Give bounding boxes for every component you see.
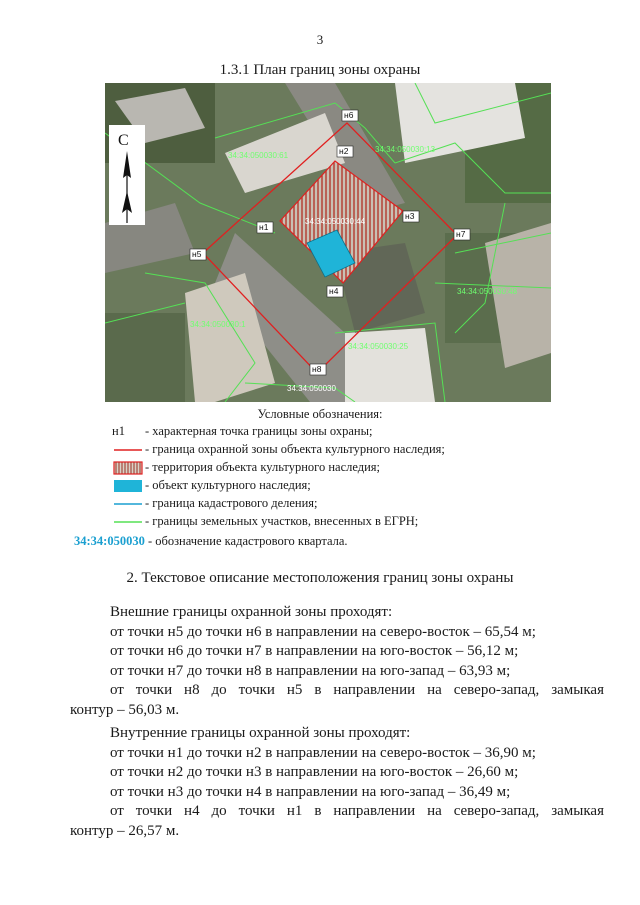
outer-line-1: от точки н5 до точки н6 в направлении на северо-восток – 65,54 м; [110, 623, 536, 640]
point-label-n7: н7 [456, 229, 466, 239]
parcel-label-25: 34:34:050030:25 [348, 342, 409, 351]
inner-line-1: от точки н1 до точки н2 в направлении на северо-восток – 36,90 м; [110, 744, 536, 761]
outer-line-4: от точки н8 до точки н5 в направлении на северо-запад, замыкая [110, 682, 604, 698]
satellite-map-image [105, 83, 551, 402]
legend-text-cadastral-division: - граница кадастрового деления; [145, 496, 318, 510]
legend-row-cadastral-division [0, 496, 640, 512]
legend-symbol-hatched-box [112, 460, 144, 476]
point-label-n8: н8 [312, 364, 322, 374]
parcel-label-61: 34:34:050030:61 [228, 151, 289, 160]
inner-line-2: от точки н2 до точки н3 в направлении на юго-восток – 26,60 м; [110, 764, 519, 780]
legend-text-zone-boundary: - граница охранной зоны объекта культурного наследия; [145, 442, 445, 456]
outer-heading: Внешние границы охранной зоны проходят: [110, 604, 393, 620]
inner-line-4: от точки н4 до точки н1 в направлении на северо-запад, замыкая [110, 803, 604, 819]
section2-title: 2. Текстовое описание местоположения границ зоны охраны [126, 570, 514, 586]
compass-letter: С [118, 132, 129, 149]
inner-line-5: контур – 26,57 м. [70, 822, 180, 839]
legend-text-territory: - территория объекта культурного наследия; [145, 460, 381, 474]
outer-boundaries [70, 603, 604, 720]
inner-line-3: от точки н3 до точки н4 в направлении на юго-запад – 36,49 м; [110, 783, 511, 800]
section-title: 1.3.1 План границ зоны охраны [219, 62, 421, 78]
parcel-label-1: 34:34:050030:1 [190, 320, 246, 329]
point-label-n5: н5 [192, 249, 202, 259]
parcel-label-44: 34:34:050030:44 [305, 217, 366, 226]
legend-quarter [74, 534, 348, 549]
legend-quarter-code: 34:34:050030 [74, 534, 145, 548]
point-label-n4: н4 [329, 286, 339, 296]
legend-text-object: - объект культурного наследия; [145, 478, 311, 492]
legend-symbol-green-line [112, 514, 144, 530]
legend-symbol-point: н1 [112, 424, 125, 438]
page-number: 3 [316, 32, 324, 47]
quarter-label: 34:34:050030 [287, 384, 336, 393]
legend-row-object [0, 478, 640, 494]
legend-row-zone-boundary [0, 442, 640, 458]
building-6 [345, 328, 435, 402]
parcel-label-13: 34:34:050030:13 [375, 145, 436, 154]
legend-quarter-text: - обозначение кадастрового квартала. [144, 534, 348, 548]
legend-symbol-red-line [112, 442, 144, 458]
point-label-n6: н6 [344, 110, 354, 120]
legend-text-parcels: - границы земельных участков, внесенных в ЕГРН; [145, 514, 419, 528]
legend-row-quarter [0, 534, 640, 550]
outer-line-2: от точки н6 до точки н7 в направлении на юго-восток – 56,12 м; [110, 643, 519, 659]
legend-row-parcels [0, 514, 640, 530]
outer-line-3: от точки н7 до точки н8 в направлении на юго-запад – 63,93 м; [110, 662, 511, 679]
point-label-n2: н2 [339, 146, 349, 156]
inner-heading: Внутренние границы охранной зоны проходят: [110, 725, 411, 741]
point-label-n1: н1 [259, 222, 269, 232]
north-arrow-icon [109, 125, 145, 225]
parcel-label-48: 34:34:050030:48 [457, 287, 518, 296]
legend-row-point [0, 424, 640, 440]
legend-text-point: - характерная точка границы зоны охраны; [145, 424, 373, 438]
legend-row-territory [0, 460, 640, 476]
legend-title: Условные обозначения: [257, 407, 383, 421]
point-label-n3: н3 [405, 211, 415, 221]
inner-boundaries [70, 724, 604, 841]
boundary-map [105, 83, 551, 402]
legend-symbol-cyan-box [112, 478, 144, 494]
outer-line-5: контур – 56,03 м. [70, 701, 180, 718]
legend-symbol-blue-line [112, 496, 144, 512]
